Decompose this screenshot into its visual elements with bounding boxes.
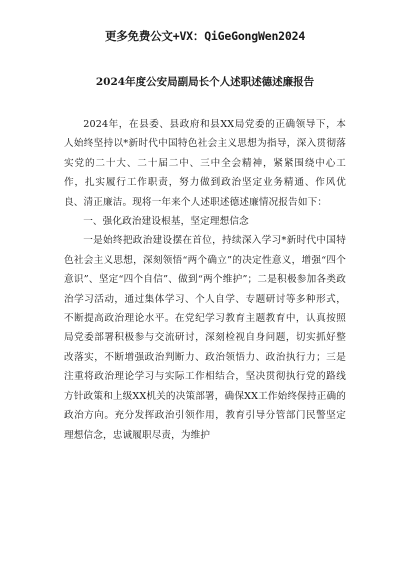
section-heading: 一、强化政治建设根基，坚定理想信念 bbox=[83, 216, 249, 228]
document-title: 2024年度公安局副局长个人述职述德述廉报告 bbox=[95, 76, 315, 88]
section-paragraph: 一是始终把政治建设摆在首位，持续深入学习*新时代中国特色社会主义思想，深刻领悟“两个确立”的决定性意义，增强“四个意识”、坚定“四个自信”、做到“两个维护”；二是积极参加各类政治学习活动，通过集体学习、个人自学、专题研讨等多种形式，不断提高政治理论水平。在党纪学习教育主题教育中，认真按照局党委部署积极参与交流研讨，深刻检视自身问题，切实抓好整改落实，不断增强政治判断力、政治领悟力、政治执行力；三是注重将政治理论学习与实际工作相结合，坚决贯彻执行党的路线方针政策和上级XX机关的决策部署，确保XX工作始终保持正确的政治方向。充分发挥政治引领作用，教育引导分管部门民警坚定理想信念，忠诚履职尽责，为维护 bbox=[64, 235, 346, 441]
promo-banner: 更多免费公文+VX：QiGeGongWen2024 bbox=[104, 29, 306, 43]
intro-paragraph: 2024年，在县委、县政府和县XX局党委的正确领导下，本人始终坚持以*新时代中国特色社会主义思想为指导，深入贯彻落实党的二十大、二十届二中、三中全会精神，紧紧围绕中心工作，扎实履行工作职责，努力做到政治坚定业务精通、作风优良、清正廉洁。现将一年来个人述职述德述廉情况报告如下： bbox=[64, 119, 346, 208]
